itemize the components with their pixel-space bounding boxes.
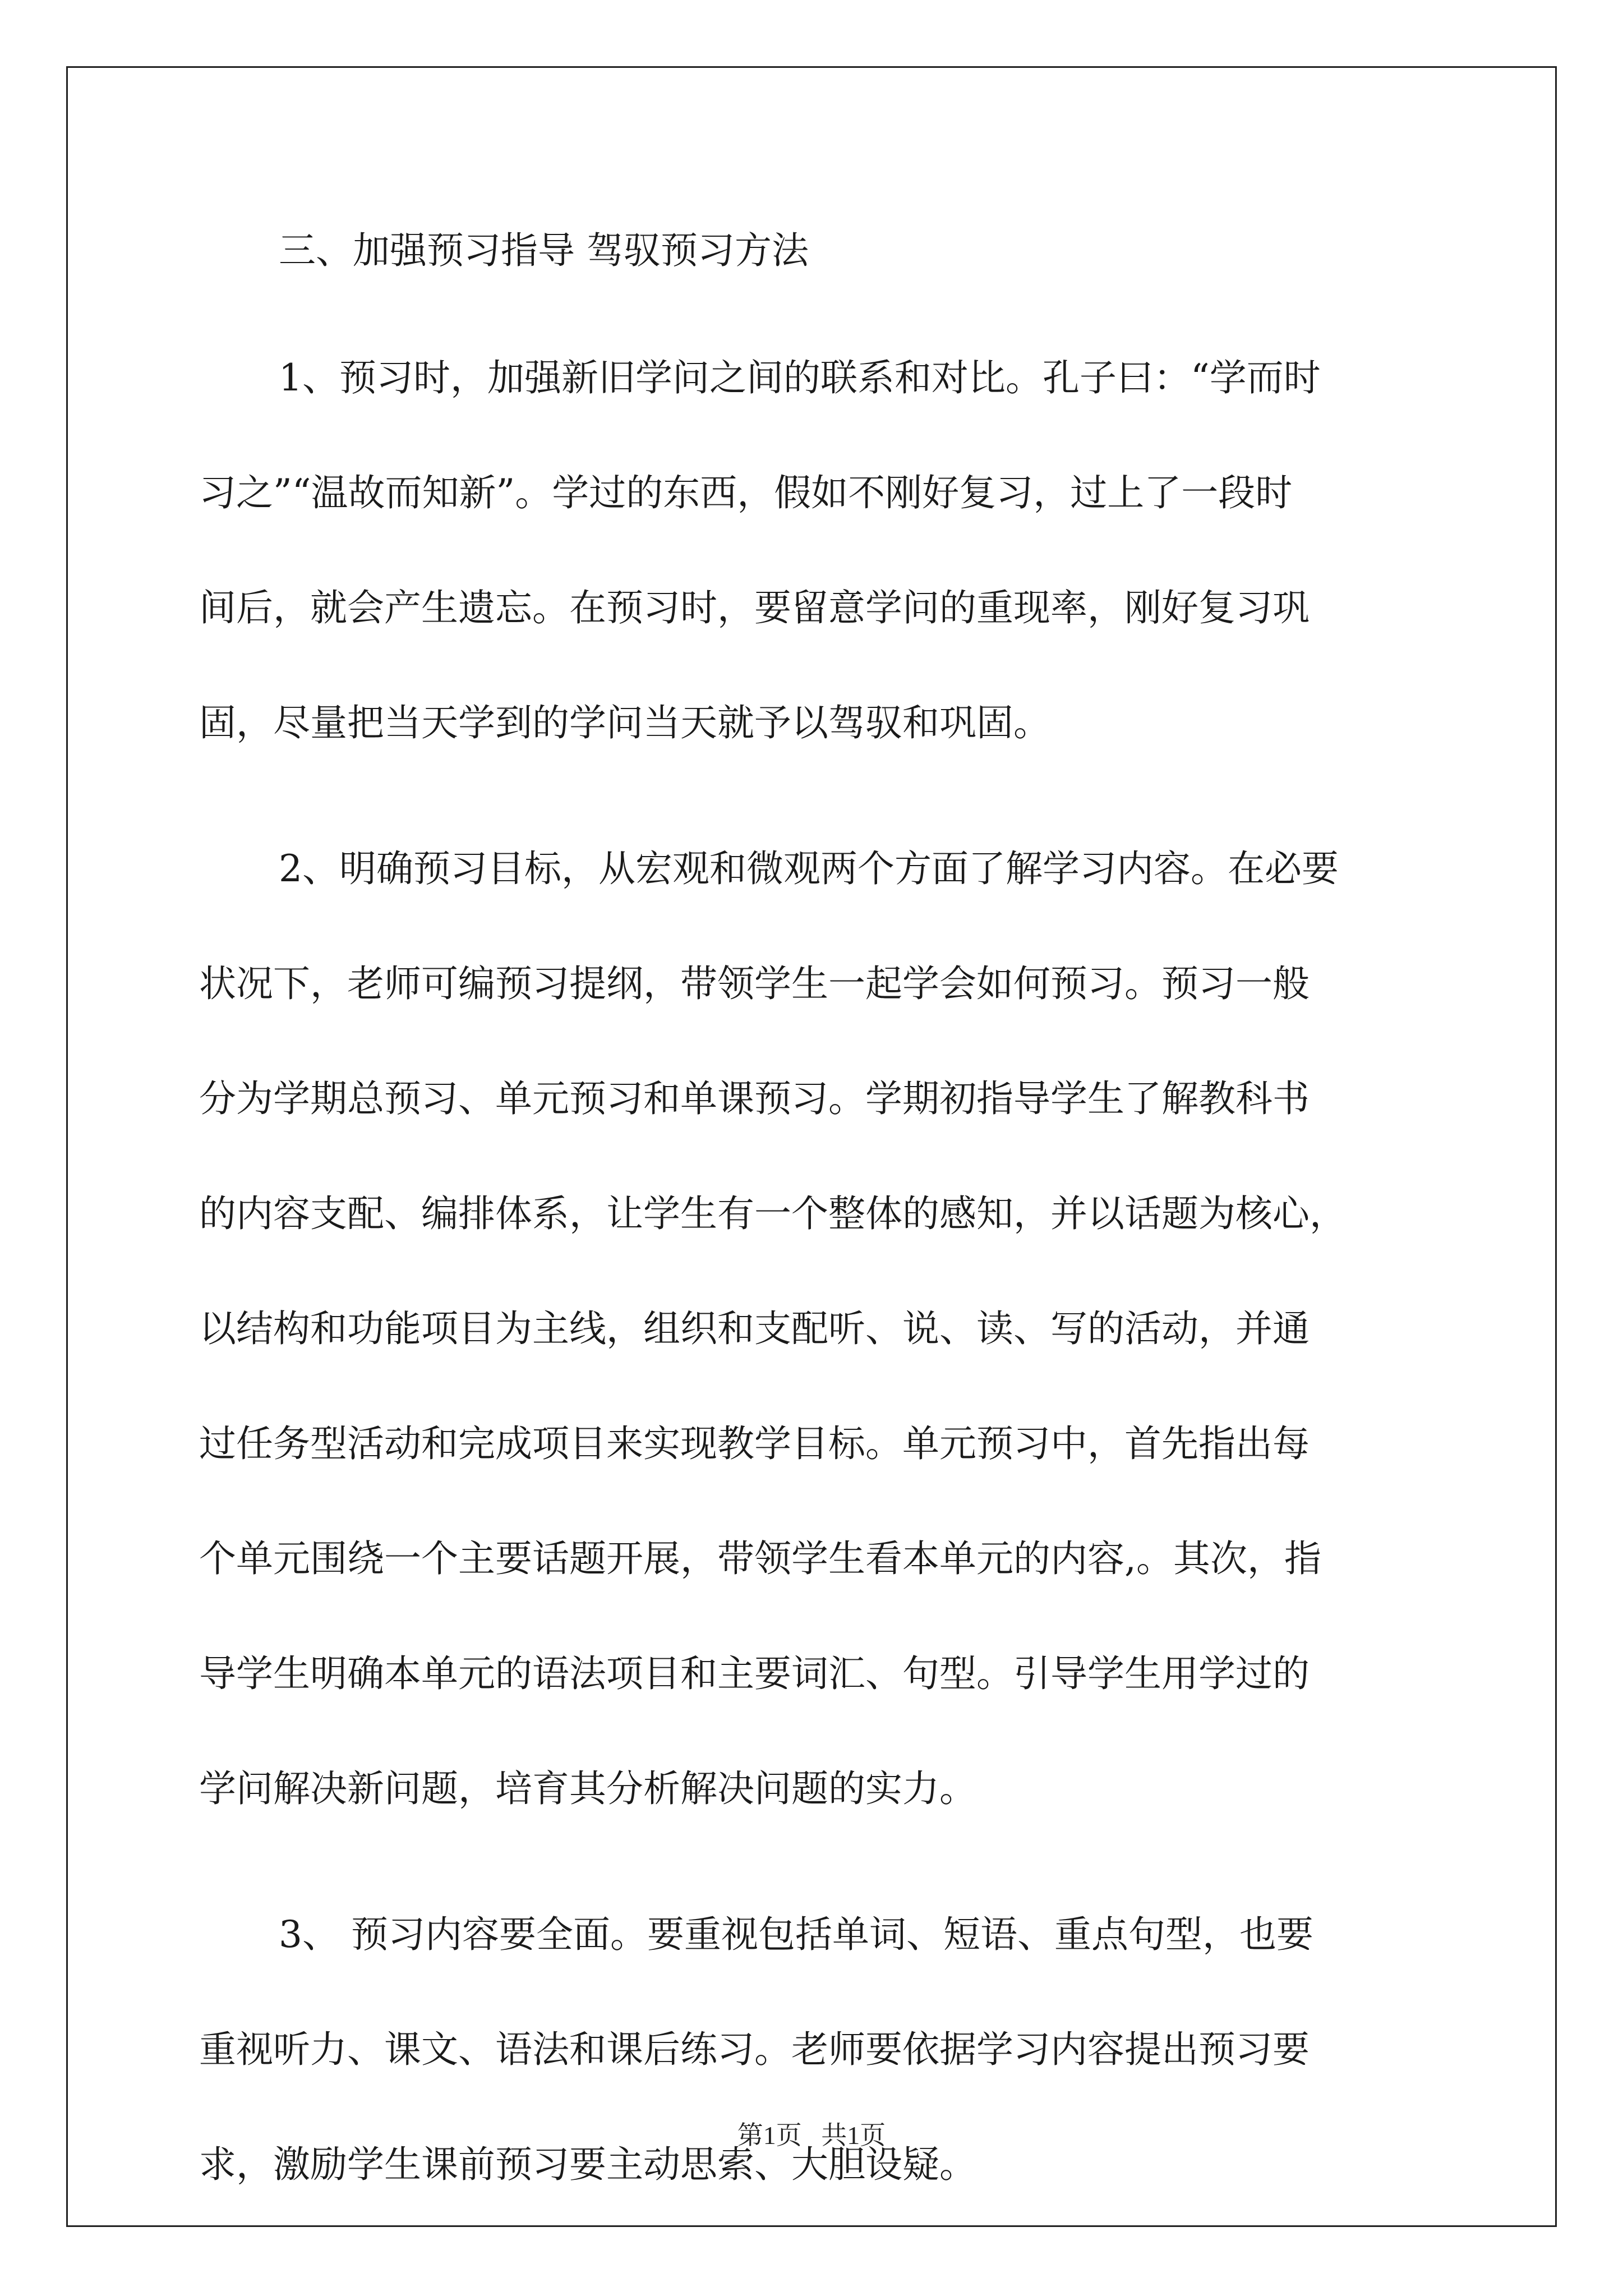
paragraph-line: 以结构和功能项目为主线，组织和支配听、说、读、写的活动，并通 <box>199 1307 1310 1350</box>
document-body <box>199 210 1433 2222</box>
paragraph-3 <box>199 1877 1433 2222</box>
paragraph-2 <box>199 811 1433 1846</box>
paragraph-line: 固，尽量把当天学到的学问当天就予以驾驭和巩固。 <box>199 701 1050 744</box>
paragraph-line: 习之”“温故而知新”。学过的东西，假如不刚好复习，过上了一段时 <box>199 471 1293 514</box>
paragraph-line: 过任务型活动和完成项目来实现教学目标。单元预习中，首先指出每 <box>199 1422 1310 1465</box>
paragraph-line: 个单元围绕一个主要话题开展，带领学生看本单元的内容,。其次，指 <box>199 1537 1321 1580</box>
paragraph-line: 1、预习时，加强新旧学问之间的联系和对比。孔子曰：“学而时 <box>279 356 1321 399</box>
paragraph-line: 分为学期总预习、单元预习和单课预习。学期初指导学生了解教科书 <box>199 1077 1310 1120</box>
paragraph-line: 的内容支配、编排体系，让学生有一个整体的感知，并以话题为核心， <box>199 1192 1347 1235</box>
paragraph-line: 学问解决新问题，培育其分析解决问题的实力。 <box>199 1767 976 1810</box>
paragraph-line: 状况下，老师可编预习提纲，带领学生一起学会如何预习。预习一般 <box>199 962 1310 1005</box>
section-heading: 三、加强预习指导 驾驭预习方法 <box>279 229 809 272</box>
paragraph-line: 重视听力、课文、语法和课后练习。老师要依据学习内容提出预习要 <box>199 2028 1310 2071</box>
paragraph-line: 2、明确预习目标，从宏观和微观两个方面了解学习内容。在必要 <box>279 847 1339 890</box>
paragraph-line: 求，激励学生课前预习要主动思索、大胆设疑。 <box>199 2143 976 2186</box>
paragraph-line: 导学生明确本单元的语法项目和主要词汇、句型。引导学生用学过的 <box>199 1652 1310 1695</box>
paragraph-1 <box>199 320 1433 780</box>
paragraph-line: 3、 预习内容要全面。要重视包括单词、短语、重点句型，也要 <box>279 1913 1313 1956</box>
paragraph-line: 间后，就会产生遗忘。在预习时，要留意学问的重现率，刚好复习巩 <box>199 586 1310 629</box>
page-number-footer: 第1页 共1页 <box>737 2121 886 2150</box>
